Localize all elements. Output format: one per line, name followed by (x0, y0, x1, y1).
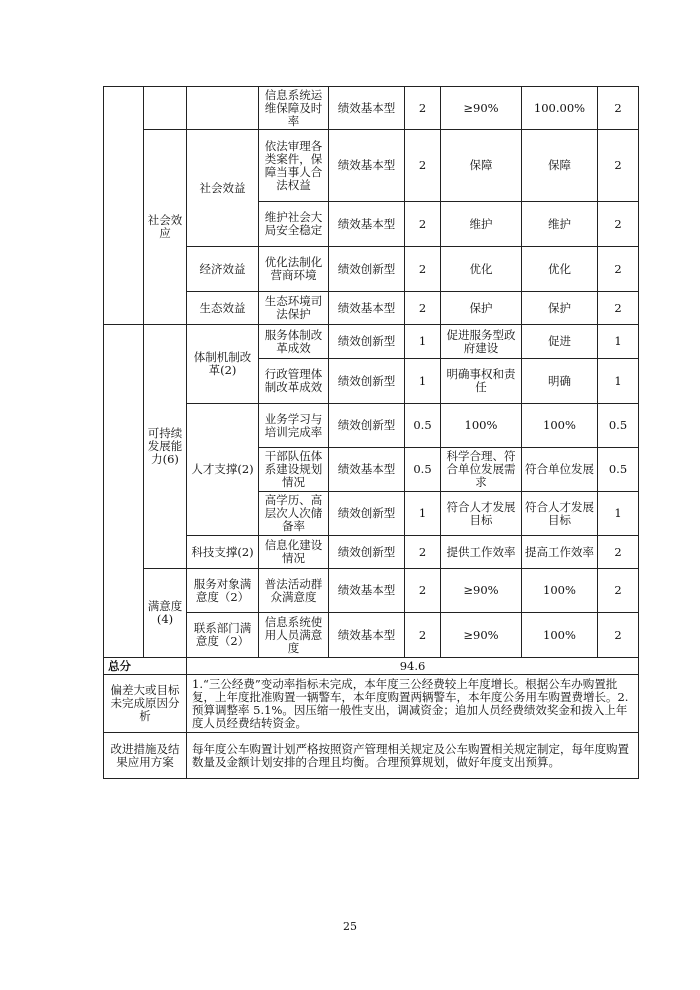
level2-cell: 社会效益 (187, 130, 259, 247)
score-cell: 2 (598, 87, 639, 130)
weight-cell: 2 (405, 202, 441, 247)
level2-cell: 人才支撑(2) (187, 404, 259, 536)
type-cell: 绩效创新型 (329, 492, 405, 536)
metric-cell: 依法审理各类案件，保障当事人合法权益 (259, 130, 329, 202)
type-cell: 绩效基本型 (329, 613, 405, 658)
weight-cell: 2 (405, 130, 441, 202)
metric-cell: 高学历、高层次人次储备率 (259, 492, 329, 536)
actual-cell: 100.00% (522, 87, 598, 130)
improvement-row (104, 733, 639, 779)
metric-cell: 服务体制改革成效 (259, 325, 329, 359)
improvement-label: 改进措施及结果应用方案 (104, 733, 187, 779)
actual-cell: 保障 (522, 130, 598, 202)
weight-cell: 0.5 (405, 448, 441, 492)
level1-cell: 满意度(4) (144, 569, 187, 658)
type-cell: 绩效基本型 (329, 448, 405, 492)
actual-cell: 促进 (522, 325, 598, 359)
type-cell: 绩效创新型 (329, 325, 405, 359)
type-cell: 绩效基本型 (329, 202, 405, 247)
score-cell: 2 (598, 613, 639, 658)
actual-cell: 符合单位发展 (522, 448, 598, 492)
level2-cell: 经济效益 (187, 247, 259, 292)
type-cell: 绩效创新型 (329, 404, 405, 448)
metric-cell: 信息系统使用人员满意度 (259, 613, 329, 658)
type-cell: 绩效基本型 (329, 130, 405, 202)
metric-cell: 维护社会大局安全稳定 (259, 202, 329, 247)
score-cell: 2 (598, 130, 639, 202)
level2-cell: 联系部门满意度（2） (187, 613, 259, 658)
target-cell: 科学合理、符合单位发展需求 (441, 448, 522, 492)
score-cell: 2 (598, 569, 639, 613)
blank-cell (104, 87, 144, 325)
deviation-row (104, 675, 639, 733)
metric-cell: 业务学习与培训完成率 (259, 404, 329, 448)
table-row (104, 325, 639, 359)
target-cell: ≥90% (441, 613, 522, 658)
weight-cell: 2 (405, 613, 441, 658)
page-number: 25 (343, 920, 357, 933)
target-cell: 优化 (441, 247, 522, 292)
actual-cell: 100% (522, 404, 598, 448)
table-row (104, 130, 639, 202)
table-row (104, 569, 639, 613)
weight-cell: 2 (405, 292, 441, 325)
improvement-text: 每年度公车购置计划严格按照资产管理相关规定及公车购置相关规定制定，每年度购置数量及金额计划安排的合理且均衡。合理预算规划，做好年度支出预算。 (187, 733, 639, 779)
deviation-label: 偏差大或目标未完成原因分析 (104, 675, 187, 733)
score-cell: 2 (598, 202, 639, 247)
type-cell: 绩效创新型 (329, 247, 405, 292)
metric-cell: 信息化建设情况 (259, 536, 329, 569)
blank-cell (187, 87, 259, 130)
score-cell: 2 (598, 247, 639, 292)
metric-cell: 干部队伍体系建设规划情况 (259, 448, 329, 492)
score-cell: 2 (598, 536, 639, 569)
total-label: 总分 (104, 658, 187, 675)
score-cell: 1 (598, 359, 639, 404)
target-cell: 维护 (441, 202, 522, 247)
weight-cell: 1 (405, 492, 441, 536)
score-cell: 1 (598, 492, 639, 536)
level1-cell: 可持续发展能力(6) (144, 325, 187, 569)
target-cell: 促进服务型政府建设 (441, 325, 522, 359)
target-cell: ≥90% (441, 87, 522, 130)
deviation-text: 1.“三公经费”变动率指标未完成，本年度三公经费较上年度增长。根据公车办购置批复，上年度批准购置一辆警车，本年度购置两辆警车，本年度公务用车购置费增长。2. 预算调整率 5.1%。因压缩一般性支出，调减资金；追加人员经费绩效奖金和拨入上年度人员经费结转资金。 (187, 675, 639, 733)
weight-cell: 0.5 (405, 404, 441, 448)
total-value: 94.6 (187, 658, 639, 675)
blank-cell (104, 325, 144, 658)
performance-table-page (103, 86, 638, 779)
performance-table (103, 86, 639, 779)
actual-cell: 符合人才发展目标 (522, 492, 598, 536)
total-row (104, 658, 639, 675)
type-cell: 绩效创新型 (329, 536, 405, 569)
actual-cell: 明确 (522, 359, 598, 404)
target-cell: 提供工作效率 (441, 536, 522, 569)
score-cell: 1 (598, 325, 639, 359)
table-row (104, 87, 639, 130)
target-cell: ≥90% (441, 569, 522, 613)
score-cell: 0.5 (598, 448, 639, 492)
metric-cell: 信息系统运维保障及时率 (259, 87, 329, 130)
blank-cell (144, 87, 187, 130)
level2-cell: 体制机制改革(2) (187, 325, 259, 404)
metric-cell: 生态环境司法保护 (259, 292, 329, 325)
actual-cell: 100% (522, 569, 598, 613)
level2-cell: 科技支撑(2) (187, 536, 259, 569)
type-cell: 绩效基本型 (329, 87, 405, 130)
type-cell: 绩效基本型 (329, 292, 405, 325)
score-cell: 0.5 (598, 404, 639, 448)
actual-cell: 提高工作效率 (522, 536, 598, 569)
level1-cell: 社会效应 (144, 130, 187, 325)
actual-cell: 100% (522, 613, 598, 658)
level2-cell: 生态效益 (187, 292, 259, 325)
target-cell: 符合人才发展目标 (441, 492, 522, 536)
metric-cell: 行政管理体制改革成效 (259, 359, 329, 404)
score-cell: 2 (598, 292, 639, 325)
target-cell: 100% (441, 404, 522, 448)
actual-cell: 保护 (522, 292, 598, 325)
target-cell: 明确事权和责任 (441, 359, 522, 404)
metric-cell: 普法活动群众满意度 (259, 569, 329, 613)
weight-cell: 1 (405, 325, 441, 359)
weight-cell: 2 (405, 569, 441, 613)
actual-cell: 优化 (522, 247, 598, 292)
type-cell: 绩效创新型 (329, 359, 405, 404)
actual-cell: 维护 (522, 202, 598, 247)
metric-cell: 优化法制化营商环境 (259, 247, 329, 292)
target-cell: 保护 (441, 292, 522, 325)
level2-cell: 服务对象满意度（2） (187, 569, 259, 613)
type-cell: 绩效基本型 (329, 569, 405, 613)
weight-cell: 2 (405, 536, 441, 569)
target-cell: 保障 (441, 130, 522, 202)
weight-cell: 2 (405, 247, 441, 292)
weight-cell: 2 (405, 87, 441, 130)
weight-cell: 1 (405, 359, 441, 404)
